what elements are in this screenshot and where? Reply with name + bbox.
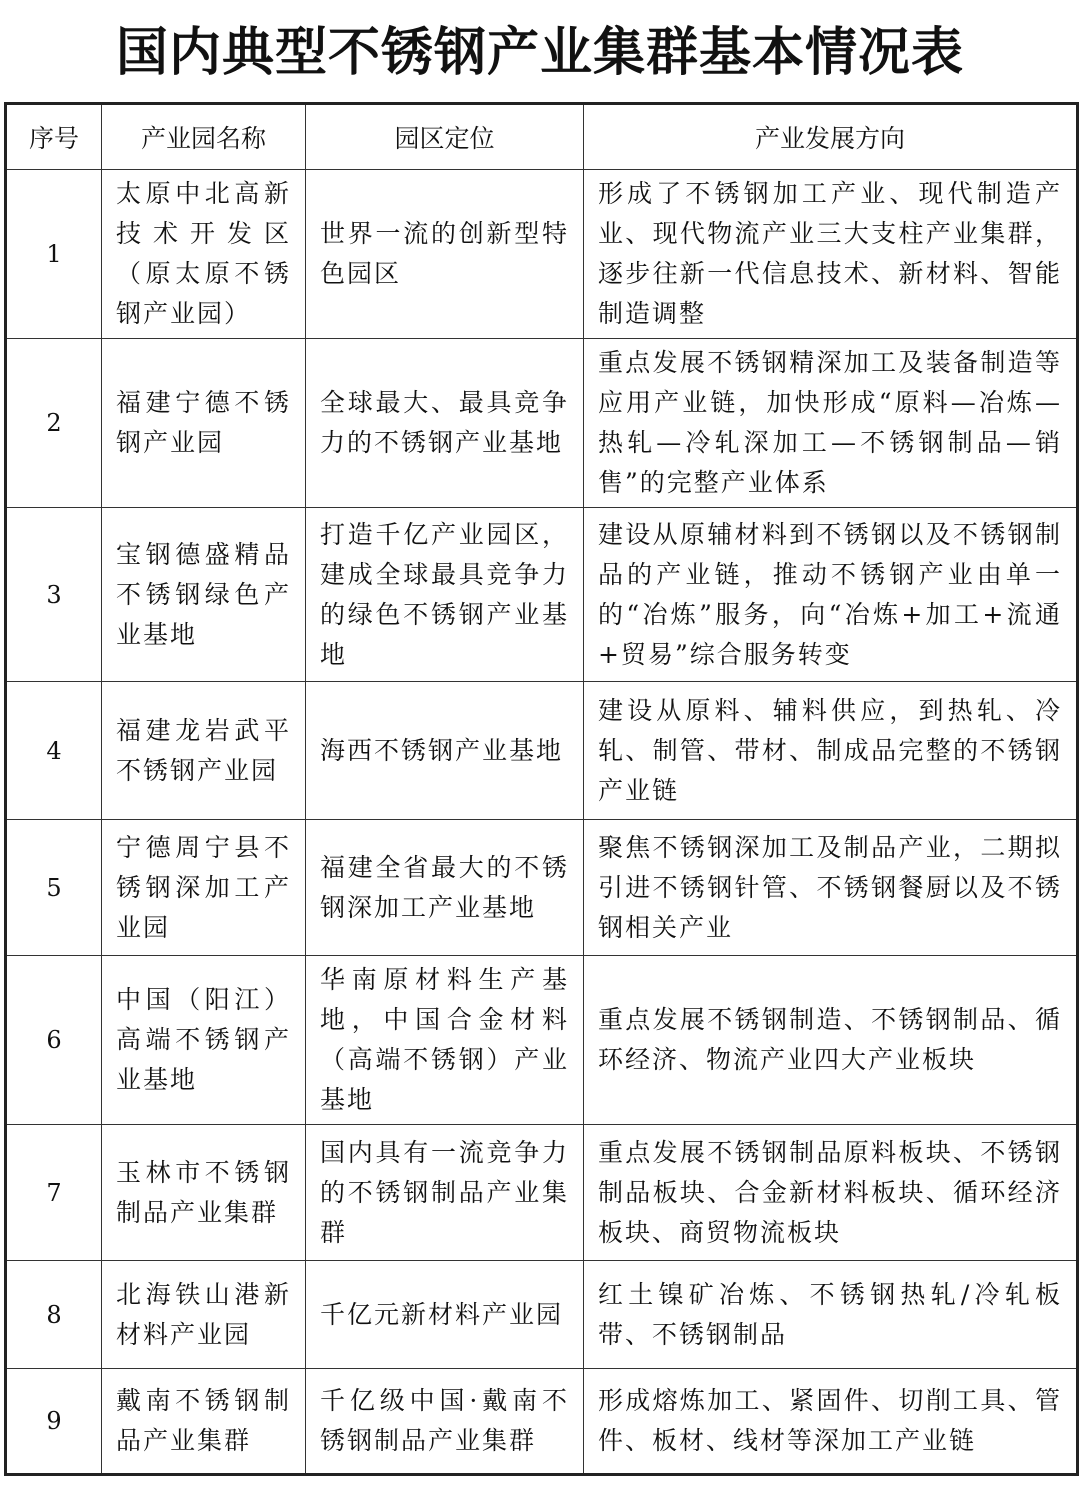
development-direction: 重点发展不锈钢精深加工及装备制造等应用产业链，加快形成“原料—冶炼—热轧—冷轧深加工—不锈钢制品—销售”的完整产业体系 [584, 339, 1078, 508]
row-number: 4 [6, 682, 102, 820]
park-name: 中国（阳江）高端不锈钢产业基地 [102, 956, 306, 1125]
park-name: 太原中北高新技术开发区（原太原不锈钢产业园） [102, 170, 306, 339]
park-positioning: 千亿级中国·戴南不锈钢制品产业集群 [306, 1369, 584, 1475]
park-name: 宝钢德盛精品不锈钢绿色产业基地 [102, 508, 306, 682]
park-name: 玉林市不锈钢制品产业集群 [102, 1125, 306, 1261]
table-row [6, 508, 1078, 682]
park-name: 福建宁德不锈钢产业园 [102, 339, 306, 508]
industry-cluster-table [4, 102, 1079, 1476]
park-positioning: 福建全省最大的不锈钢深加工产业基地 [306, 820, 584, 956]
development-direction: 重点发展不锈钢制品原料板块、不锈钢制品板块、合金新材料板块、循环经济板块、商贸物流板块 [584, 1125, 1078, 1261]
header-park-name: 产业园名称 [102, 104, 306, 170]
row-number: 6 [6, 956, 102, 1125]
development-direction: 重点发展不锈钢制造、不锈钢制品、循环经济、物流产业四大产业板块 [584, 956, 1078, 1125]
development-direction: 聚焦不锈钢深加工及制品产业，二期拟引进不锈钢针管、不锈钢餐厨以及不锈钢相关产业 [584, 820, 1078, 956]
park-positioning: 海西不锈钢产业基地 [306, 682, 584, 820]
document-title: 国内典型不锈钢产业集群基本情况表 [115, 23, 964, 83]
table-row [6, 170, 1078, 339]
development-direction: 形成了不锈钢加工产业、现代制造产业、现代物流产业三大支柱产业集群，逐步往新一代信息技术、新材料、智能制造调整 [584, 170, 1078, 339]
park-name: 宁德周宁县不锈钢深加工产业园 [102, 820, 306, 956]
park-name: 福建龙岩武平不锈钢产业园 [102, 682, 306, 820]
table-row [6, 956, 1078, 1125]
park-positioning: 国内具有一流竞争力的不锈钢制品产业集群 [306, 1125, 584, 1261]
park-positioning: 千亿元新材料产业园 [306, 1261, 584, 1369]
park-positioning: 打造千亿产业园区，建成全球最具竞争力的绿色不锈钢产业基地 [306, 508, 584, 682]
row-number: 1 [6, 170, 102, 339]
header-development-direction: 产业发展方向 [584, 104, 1078, 170]
row-number: 7 [6, 1125, 102, 1261]
table-row [6, 1125, 1078, 1261]
development-direction: 红土镍矿冶炼、不锈钢热轧/冷轧板带、不锈钢制品 [584, 1261, 1078, 1369]
header-park-positioning: 园区定位 [306, 104, 584, 170]
development-direction: 建设从原料、辅料供应，到热轧、冷轧、制管、带材、制成品完整的不锈钢产业链 [584, 682, 1078, 820]
park-name: 戴南不锈钢制品产业集群 [102, 1369, 306, 1475]
row-number: 3 [6, 508, 102, 682]
row-number: 2 [6, 339, 102, 508]
park-positioning: 世界一流的创新型特色园区 [306, 170, 584, 339]
table-row [6, 1369, 1078, 1475]
table-header-row [6, 104, 1078, 170]
table-row [6, 682, 1078, 820]
park-positioning: 华南原材料生产基地，中国合金材料（高端不锈钢）产业基地 [306, 956, 584, 1125]
table-row [6, 820, 1078, 956]
row-number: 9 [6, 1369, 102, 1475]
park-name: 北海铁山港新材料产业园 [102, 1261, 306, 1369]
development-direction: 形成熔炼加工、紧固件、切削工具、管件、板材、线材等深加工产业链 [584, 1369, 1078, 1475]
row-number: 5 [6, 820, 102, 956]
development-direction: 建设从原辅材料到不锈钢以及不锈钢制品的产业链，推动不锈钢产业由单一的“冶炼”服务，向“冶炼+加工+流通+贸易”综合服务转变 [584, 508, 1078, 682]
park-positioning: 全球最大、最具竞争力的不锈钢产业基地 [306, 339, 584, 508]
table-row [6, 339, 1078, 508]
header-serial-number: 序号 [6, 104, 102, 170]
table-row [6, 1261, 1078, 1369]
row-number: 8 [6, 1261, 102, 1369]
